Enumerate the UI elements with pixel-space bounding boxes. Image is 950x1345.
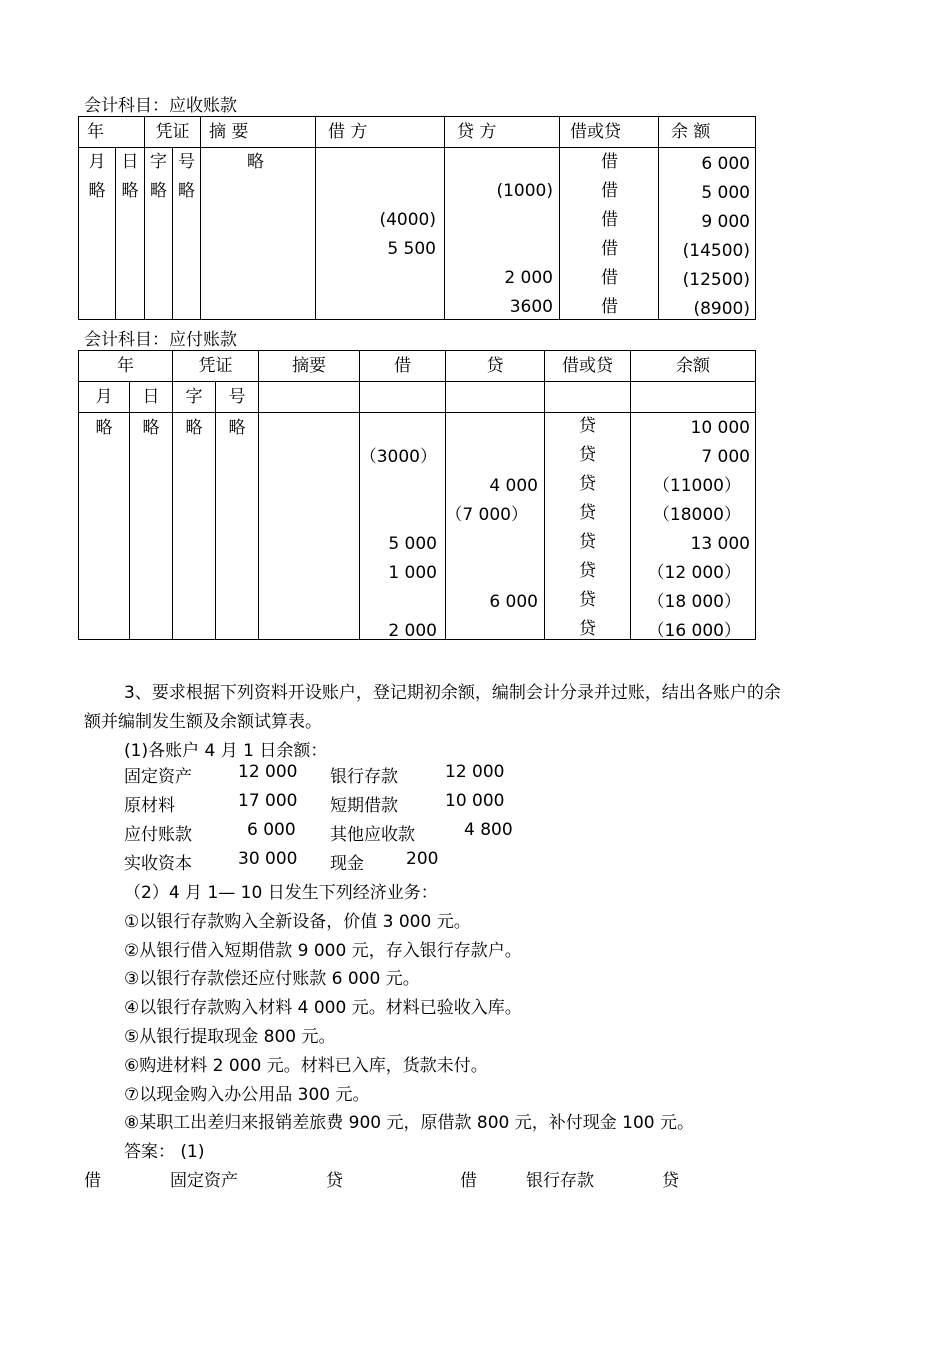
balance-value: （12 000） bbox=[647, 563, 741, 583]
date-lue: 略 bbox=[142, 418, 160, 438]
t-debit-label: 借 bbox=[84, 1171, 101, 1191]
account-value: 10 000 bbox=[445, 791, 505, 811]
balance-value: 7 000 bbox=[701, 447, 750, 467]
business-item: ④以银行存款购入材料 4 000 元。材料已验收入库。 bbox=[124, 998, 522, 1018]
business-item: ⑦以现金购入办公用品 300 元。 bbox=[124, 1085, 370, 1105]
question-line-1: 3、要求根据下列资料开设账户，登记期初余额，编制会计分录并过账，结出各账户的余 bbox=[124, 683, 781, 703]
part1-title: (1)各账户 4 月 1 日余额： bbox=[124, 741, 328, 761]
sub-month: 月 bbox=[88, 152, 106, 172]
balance-value: 6 000 bbox=[701, 154, 750, 174]
account-name: 原材料 bbox=[124, 796, 175, 816]
header-debit-or-credit: 借或贷 bbox=[560, 117, 659, 148]
business-item: ③以银行存款偿还应付账款 6 000 元。 bbox=[124, 969, 420, 989]
t-account-name: 固定资产 bbox=[170, 1171, 238, 1191]
balance-value: （16 000） bbox=[647, 621, 741, 641]
credit-value: 3600 bbox=[509, 297, 553, 317]
debit-value: (4000) bbox=[379, 210, 436, 230]
credit-value: 6 000 bbox=[489, 592, 538, 612]
direction: 贷 bbox=[579, 619, 596, 639]
account-value: 200 bbox=[406, 849, 439, 869]
business-item: ①以银行存款购入全新设备，价值 3 000 元。 bbox=[124, 912, 471, 932]
account-value: 4 800 bbox=[464, 820, 513, 840]
business-item: ⑧某职工出差归来报销差旅费 900 元，原借款 800 元，补付现金 100 元。 bbox=[124, 1113, 695, 1133]
date-lue: 略 bbox=[95, 418, 113, 438]
balance-value: 9 000 bbox=[701, 212, 750, 232]
direction: 借 bbox=[601, 239, 618, 259]
header-credit: 贷 方 bbox=[445, 117, 560, 148]
credit-value: 2 000 bbox=[504, 268, 553, 288]
balance-value: 5 000 bbox=[701, 183, 750, 203]
business-item: ②从银行借入短期借款 9 000 元，存入银行存款户。 bbox=[124, 941, 522, 961]
account-name: 现金 bbox=[330, 854, 364, 874]
t-credit-label: 贷 bbox=[326, 1171, 343, 1191]
header-credit: 贷 bbox=[446, 351, 545, 382]
date-lue: 略 bbox=[178, 181, 195, 201]
header-voucher: 凭证 bbox=[145, 117, 201, 148]
direction: 贷 bbox=[579, 590, 596, 610]
account-value: 17 000 bbox=[238, 791, 298, 811]
direction: 借 bbox=[601, 181, 618, 201]
date-lue: 略 bbox=[121, 181, 139, 201]
account-name: 固定资产 bbox=[124, 767, 192, 787]
balance-value: (14500) bbox=[682, 241, 750, 261]
account-value: 12 000 bbox=[445, 762, 505, 782]
t-account-name: 银行存款 bbox=[526, 1171, 594, 1191]
t-credit-label: 贷 bbox=[662, 1171, 679, 1191]
sub-day: 日 bbox=[130, 382, 173, 413]
debit-value: 2 000 bbox=[388, 621, 437, 641]
account-name: 其他应收款 bbox=[330, 825, 415, 845]
sub-char: 字 bbox=[150, 152, 167, 172]
credit-value: (1000) bbox=[496, 181, 553, 201]
question-line-2: 额并编制发生额及余额试算表。 bbox=[84, 712, 322, 732]
credit-value: （7 000） bbox=[445, 505, 528, 525]
direction: 借 bbox=[601, 152, 618, 172]
table1-title: 会计科目：应收账款 bbox=[84, 96, 237, 116]
account-value: 12 000 bbox=[238, 762, 298, 782]
direction: 借 bbox=[601, 297, 618, 317]
sub-day: 日 bbox=[121, 152, 139, 172]
date-lue: 略 bbox=[228, 418, 246, 438]
date-lue: 略 bbox=[150, 181, 167, 201]
account-name: 实收资本 bbox=[124, 854, 192, 874]
receivables-ledger-table bbox=[78, 116, 756, 320]
direction: 借 bbox=[601, 210, 618, 230]
balance-value: 13 000 bbox=[690, 534, 750, 554]
debit-value: 5 500 bbox=[387, 239, 436, 259]
debit-value: （3000） bbox=[359, 447, 437, 467]
date-lue: 略 bbox=[185, 418, 203, 438]
business-item: ⑤从银行提取现金 800 元。 bbox=[124, 1027, 336, 1047]
answer-label: 答案： (1) bbox=[124, 1142, 205, 1162]
balance-value: （18 000） bbox=[647, 592, 741, 612]
balance-value: （11000） bbox=[652, 476, 741, 496]
direction: 贷 bbox=[579, 474, 596, 494]
business-item: ⑥购进材料 2 000 元。材料已入库，货款未付。 bbox=[124, 1056, 488, 1076]
debit-value: 1 000 bbox=[388, 563, 437, 583]
header-year: 年 bbox=[79, 351, 173, 382]
header-balance: 余额 bbox=[631, 351, 756, 382]
direction: 贷 bbox=[579, 532, 596, 552]
table2-title: 会计科目：应付账款 bbox=[84, 330, 237, 350]
account-value: 6 000 bbox=[247, 820, 296, 840]
direction: 贷 bbox=[579, 416, 596, 436]
debit-value: 5 000 bbox=[388, 534, 437, 554]
sub-number: 号 bbox=[216, 382, 259, 413]
payables-ledger-table bbox=[78, 350, 756, 640]
header-debit: 借 bbox=[360, 351, 446, 382]
sub-number: 号 bbox=[178, 152, 195, 172]
direction: 贷 bbox=[579, 503, 596, 523]
account-name: 银行存款 bbox=[330, 767, 398, 787]
account-name: 短期借款 bbox=[330, 796, 398, 816]
part2-title: （2）4 月 1— 10 日发生下列经济业务： bbox=[124, 883, 438, 903]
balance-value: (12500) bbox=[682, 270, 750, 290]
balance-value: （18000） bbox=[652, 505, 741, 525]
account-value: 30 000 bbox=[238, 849, 298, 869]
direction: 贷 bbox=[579, 561, 596, 581]
t-debit-label: 借 bbox=[460, 1171, 477, 1191]
header-balance: 余 额 bbox=[659, 117, 756, 148]
credit-value: 4 000 bbox=[489, 476, 538, 496]
direction: 贷 bbox=[579, 445, 596, 465]
sub-month: 月 bbox=[79, 382, 130, 413]
sub-char: 字 bbox=[173, 382, 216, 413]
header-debit-or-credit: 借或贷 bbox=[545, 351, 631, 382]
date-lue: 略 bbox=[88, 181, 106, 201]
header-summary: 摘要 bbox=[259, 351, 360, 382]
header-debit: 借 方 bbox=[316, 117, 445, 148]
header-summary: 摘 要 bbox=[201, 117, 316, 148]
account-name: 应付账款 bbox=[124, 825, 192, 845]
direction: 借 bbox=[601, 268, 618, 288]
summary-lue: 略 bbox=[247, 152, 264, 172]
header-voucher: 凭证 bbox=[173, 351, 259, 382]
header-year: 年 bbox=[79, 117, 145, 148]
balance-value: (8900) bbox=[693, 299, 750, 319]
balance-value: 10 000 bbox=[690, 418, 750, 438]
